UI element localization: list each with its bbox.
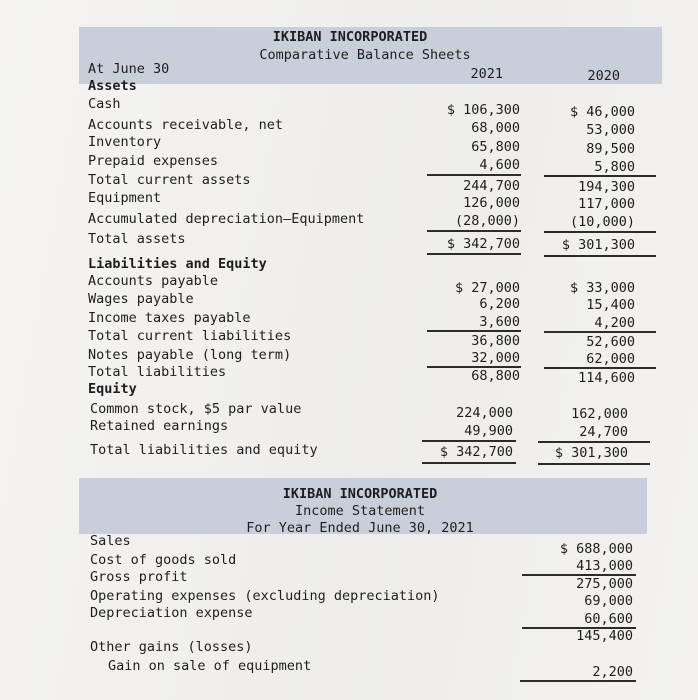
row-label: Gross profit bbox=[90, 569, 188, 585]
row-label: Sales bbox=[90, 533, 131, 549]
row-current: 49,900 bbox=[464, 423, 513, 439]
double-underline bbox=[427, 253, 521, 255]
row-label: Income taxes payable bbox=[88, 310, 251, 326]
row-prior: $ 33,000 bbox=[569, 280, 635, 296]
row-prior: $ 301,300 bbox=[561, 237, 635, 253]
assets-heading: Assets bbox=[88, 78, 137, 94]
row-prior: 24,700 bbox=[579, 424, 628, 440]
row-label: Accounts receivable, net bbox=[88, 117, 284, 133]
balance-sheet-title: Comparative Balance Sheets bbox=[259, 47, 471, 63]
row-current: 36,800 bbox=[471, 333, 520, 349]
underline bbox=[538, 441, 650, 443]
row-value: 413,000 bbox=[576, 558, 633, 574]
row-label: Depreciation expense bbox=[90, 605, 253, 621]
row-label: Notes payable (long term) bbox=[88, 347, 292, 363]
row-current: 126,000 bbox=[463, 195, 520, 211]
double-underline bbox=[538, 463, 650, 465]
row-prior: 5,800 bbox=[594, 159, 635, 175]
row-current: (28,000) bbox=[454, 213, 520, 229]
row-prior: 117,000 bbox=[578, 196, 635, 212]
row-current: 65,800 bbox=[471, 139, 520, 155]
row-prior: 89,500 bbox=[586, 141, 635, 157]
row-value: 69,000 bbox=[584, 593, 633, 609]
row-prior: 194,300 bbox=[578, 179, 635, 195]
double-underline bbox=[422, 462, 516, 464]
row-prior: 62,000 bbox=[586, 351, 635, 367]
year-prior-header: 2020 bbox=[587, 68, 620, 84]
row-label: Wages payable bbox=[88, 291, 194, 307]
underline bbox=[427, 174, 521, 176]
underline bbox=[544, 231, 656, 233]
row-current: 6,200 bbox=[479, 296, 520, 312]
row-value: 60,600 bbox=[584, 611, 633, 627]
row-value: $ 688,000 bbox=[559, 541, 633, 557]
double-underline bbox=[544, 255, 656, 257]
row-label: Equipment bbox=[88, 190, 162, 206]
row-prior: 53,000 bbox=[586, 122, 635, 138]
row-label: Other gains (losses) bbox=[90, 639, 253, 655]
row-label: Gain on sale of equipment bbox=[108, 658, 312, 674]
row-label: Retained earnings bbox=[90, 418, 229, 434]
income-statement-period: For Year Ended June 30, 2021 bbox=[246, 520, 474, 536]
row-prior: $ 46,000 bbox=[569, 104, 635, 120]
underline bbox=[427, 330, 521, 332]
row-prior: 4,200 bbox=[594, 315, 635, 331]
row-current: $ 27,000 bbox=[454, 280, 520, 296]
row-label: Common stock, $5 par value bbox=[90, 401, 302, 417]
income-statement-title: Income Statement bbox=[294, 503, 426, 519]
row-label: Accumulated depreciation—Equipment bbox=[88, 211, 365, 227]
row-prior: 52,600 bbox=[586, 334, 635, 350]
row-current: 32,000 bbox=[471, 350, 520, 366]
row-current: 68,800 bbox=[471, 368, 520, 384]
row-prior: (10,000) bbox=[569, 214, 635, 230]
row-current: $ 106,300 bbox=[446, 102, 520, 118]
row-label: Cost of goods sold bbox=[90, 552, 237, 568]
subtotal-value: 145,400 bbox=[576, 628, 633, 644]
year-current-header: 2021 bbox=[470, 66, 503, 82]
row-current: 224,000 bbox=[456, 405, 513, 421]
row-label: Total liabilities and equity bbox=[90, 442, 318, 458]
row-label: Operating expenses (excluding depreciation) bbox=[90, 588, 440, 604]
row-label: Total liabilities bbox=[88, 364, 227, 380]
underline bbox=[544, 367, 656, 369]
liabilities-heading: Liabilities and Equity bbox=[88, 256, 267, 272]
row-current: 68,000 bbox=[471, 120, 520, 136]
row-label: Inventory bbox=[88, 134, 162, 150]
row-value: 275,000 bbox=[576, 576, 633, 592]
underline bbox=[520, 680, 636, 682]
row-value: 2,200 bbox=[592, 664, 633, 680]
income-statement-company: IKIBAN INCORPORATED bbox=[282, 486, 438, 502]
row-prior: 162,000 bbox=[571, 406, 628, 422]
row-label: Prepaid expenses bbox=[88, 153, 219, 169]
underline bbox=[544, 331, 656, 333]
row-current: 244,700 bbox=[463, 178, 520, 194]
row-prior: 15,400 bbox=[586, 297, 635, 313]
underline bbox=[422, 440, 516, 442]
row-current: $ 342,700 bbox=[446, 236, 520, 252]
row-label: Total assets bbox=[88, 231, 186, 247]
equity-heading: Equity bbox=[88, 381, 137, 397]
row-current: 4,600 bbox=[479, 157, 520, 173]
row-current: $ 342,700 bbox=[439, 444, 513, 460]
row-label: Cash bbox=[88, 96, 121, 112]
row-label: Total current liabilities bbox=[88, 328, 292, 344]
balance-sheet-date-label: At June 30 bbox=[88, 61, 170, 77]
underline bbox=[427, 230, 521, 232]
underline bbox=[544, 175, 656, 177]
row-prior: $ 301,300 bbox=[554, 445, 628, 461]
balance-sheet-company: IKIBAN INCORPORATED bbox=[272, 29, 428, 45]
row-prior: 114,600 bbox=[578, 370, 635, 386]
row-label: Accounts payable bbox=[88, 273, 219, 289]
row-current: 3,600 bbox=[479, 314, 520, 330]
row-label: Total current assets bbox=[88, 172, 251, 188]
